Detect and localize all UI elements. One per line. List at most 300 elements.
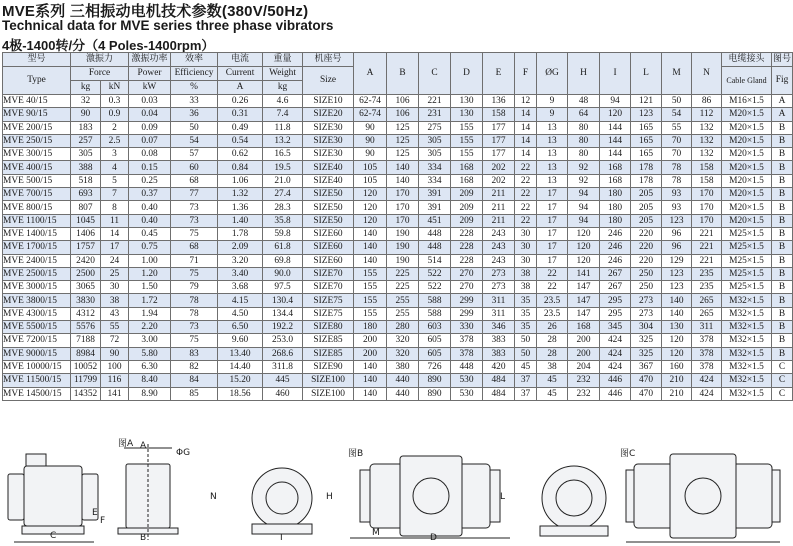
col-dim-i: I (600, 53, 631, 95)
table-cell: 11.8 (263, 121, 303, 134)
unit-force-kg: kg (71, 81, 101, 95)
col-dim-h: H (568, 53, 600, 95)
table-cell: 68 (171, 174, 218, 187)
dim-label-h: H (326, 492, 333, 502)
table-row (3, 148, 793, 161)
fig-a-side-view (8, 454, 98, 542)
table-cell: 0.3 (101, 95, 129, 108)
table-cell: 325 (631, 334, 662, 347)
table-cell: 165 (631, 134, 662, 147)
table-cell: 9 (537, 108, 568, 121)
table-cell: 80 (568, 134, 600, 147)
table-cell: B (772, 281, 793, 294)
table-cell: 265 (692, 294, 722, 307)
table-cell: 61.8 (263, 241, 303, 254)
table-cell: 209 (451, 201, 483, 214)
table-cell: 518 (71, 174, 101, 187)
dim-label-n: N (210, 492, 217, 502)
table-cell: 75 (171, 334, 218, 347)
table-cell: 275 (419, 121, 451, 134)
table-row (3, 334, 793, 347)
table-cell: SIZE10 (303, 95, 354, 108)
table-cell: 204 (568, 360, 600, 373)
table-cell: 378 (692, 334, 722, 347)
table-row (3, 374, 793, 387)
table-cell: 132 (692, 134, 722, 147)
table-cell: M32×1.5 (722, 321, 772, 334)
table-cell: MVE 5500/15 (3, 321, 71, 334)
table-cell: 13 (537, 161, 568, 174)
dim-label-e: E (92, 508, 98, 518)
table-cell: 155 (354, 281, 387, 294)
table-cell: MVE 11500/15 (3, 374, 71, 387)
table-cell: 38 (537, 360, 568, 373)
table-cell: 460 (263, 387, 303, 400)
table-cell: 125 (387, 134, 419, 147)
table-cell: 120 (568, 254, 600, 267)
table-cell: 1.06 (218, 174, 263, 187)
table-cell: 448 (451, 360, 483, 373)
table-row (3, 267, 793, 280)
table-cell: 7.4 (263, 108, 303, 121)
table-cell: 192.2 (263, 321, 303, 334)
table-row (3, 227, 793, 240)
table-cell: M25×1.5 (722, 281, 772, 294)
table-cell: 130 (662, 321, 692, 334)
table-cell: 346 (483, 321, 515, 334)
table-cell: 295 (600, 307, 631, 320)
table-cell: 121 (631, 95, 662, 108)
table-cell: 90 (354, 134, 387, 147)
table-cell: 13.40 (218, 347, 263, 360)
table-cell: C (772, 360, 793, 373)
table-cell: 54 (662, 108, 692, 121)
table-cell: SIZE50 (303, 188, 354, 201)
table-cell: MVE 800/15 (3, 201, 71, 214)
table-cell: 2420 (71, 254, 101, 267)
table-cell: 265 (692, 307, 722, 320)
table-cell: 33 (171, 95, 218, 108)
table-cell: 45 (537, 387, 568, 400)
table-cell: 220 (631, 254, 662, 267)
col-power-cn: 激振功率 (129, 53, 171, 67)
table-cell: 388 (71, 161, 101, 174)
unit-weight: kg (263, 81, 303, 95)
table-cell: 14 (515, 134, 537, 147)
table-cell: 140 (354, 254, 387, 267)
table-cell: 1.32 (218, 188, 263, 201)
table-cell: 1045 (71, 214, 101, 227)
table-cell: 200 (354, 334, 387, 347)
table-cell: B (772, 307, 793, 320)
table-cell: 23.5 (537, 307, 568, 320)
table-cell: 200 (568, 334, 600, 347)
table-cell: 75 (171, 227, 218, 240)
table-cell: 38 (101, 294, 129, 307)
dim-label-phi-g: ΦG (176, 448, 191, 458)
table-cell: 0.9 (101, 108, 129, 121)
table-cell: MVE 1400/15 (3, 227, 71, 240)
table-cell: 0.75 (129, 241, 171, 254)
table-row (3, 214, 793, 227)
table-cell: 255 (387, 307, 419, 320)
table-cell: 14352 (71, 387, 101, 400)
table-cell: 1.72 (129, 294, 171, 307)
table-cell: C (772, 374, 793, 387)
table-cell: 38 (515, 267, 537, 280)
table-cell: 50 (515, 347, 537, 360)
table-cell: 3830 (71, 294, 101, 307)
table-cell: 17 (537, 188, 568, 201)
table-cell: 158 (692, 174, 722, 187)
table-cell: 210 (662, 374, 692, 387)
table-cell: 190 (387, 241, 419, 254)
col-fig-en: Fig (772, 67, 793, 95)
table-cell: MVE 4300/15 (3, 307, 71, 320)
table-cell: 6.30 (129, 360, 171, 373)
table-cell: 10052 (71, 360, 101, 373)
table-cell: 168 (600, 174, 631, 187)
table-cell: 220 (631, 241, 662, 254)
table-cell: MVE 250/15 (3, 134, 71, 147)
table-cell: 132 (692, 148, 722, 161)
table-cell: 60 (171, 161, 218, 174)
dim-label-i: I (280, 533, 283, 543)
col-gland-en: Cable Gland (722, 67, 772, 95)
table-cell: 220 (631, 227, 662, 240)
table-cell: 13 (537, 148, 568, 161)
table-cell: 0.31 (218, 108, 263, 121)
table-cell: 55 (662, 121, 692, 134)
table-cell: 140 (354, 241, 387, 254)
table-cell: 177 (483, 121, 515, 134)
table-cell: SIZE30 (303, 121, 354, 134)
table-cell: M32×1.5 (722, 307, 772, 320)
dim-label-f: F (100, 516, 106, 526)
table-cell: 30 (515, 227, 537, 240)
table-cell: 35 (515, 294, 537, 307)
table-cell: 420 (483, 360, 515, 373)
table-cell: 45 (537, 374, 568, 387)
table-cell: 57 (171, 148, 218, 161)
table-cell: 448 (419, 241, 451, 254)
table-cell: M32×1.5 (722, 294, 772, 307)
col-current-cn: 电流 (218, 53, 263, 67)
table-cell: 246 (600, 241, 631, 254)
table-cell: 1.36 (218, 201, 263, 214)
table-cell: M20×1.5 (722, 148, 772, 161)
dim-label-d: D (430, 533, 437, 543)
fig-a-label: 图A (118, 439, 134, 449)
table-cell: 120 (600, 108, 631, 121)
table-cell: 3 (101, 148, 129, 161)
table-cell: MVE 400/15 (3, 161, 71, 174)
table-cell: 693 (71, 188, 101, 201)
table-cell: B (772, 254, 793, 267)
table-cell: 0.26 (218, 95, 263, 108)
table-cell: 273 (631, 307, 662, 320)
table-cell: 123 (662, 214, 692, 227)
table-cell: 170 (692, 201, 722, 214)
table-cell: 522 (419, 267, 451, 280)
table-cell: 2 (101, 121, 129, 134)
table-cell: 55 (101, 321, 129, 334)
table-cell: 210 (662, 387, 692, 400)
table-cell: 3.20 (218, 254, 263, 267)
table-cell: 183 (71, 121, 101, 134)
table-cell: 6.50 (218, 321, 263, 334)
table-cell: 522 (419, 281, 451, 294)
table-cell: 0.84 (218, 161, 263, 174)
table-cell: 484 (483, 387, 515, 400)
table-cell: 177 (483, 148, 515, 161)
table-cell: 140 (387, 174, 419, 187)
table-cell: SIZE40 (303, 161, 354, 174)
table-row (3, 294, 793, 307)
table-cell: SIZE40 (303, 174, 354, 187)
table-cell: 14 (101, 227, 129, 240)
col-dim-a: A (354, 53, 387, 95)
table-cell: 14 (515, 108, 537, 121)
table-cell: 84 (171, 374, 218, 387)
table-cell: 30 (515, 241, 537, 254)
table-cell: 605 (419, 347, 451, 360)
table-cell: 448 (419, 227, 451, 240)
table-cell: 78 (662, 174, 692, 187)
table-cell: A (772, 95, 793, 108)
table-cell: 2.5 (101, 134, 129, 147)
table-cell: 92 (568, 174, 600, 187)
table-cell: 68 (171, 241, 218, 254)
table-cell: 62-74 (354, 95, 387, 108)
table-cell: 255 (387, 294, 419, 307)
table-cell: 470 (631, 374, 662, 387)
table-cell: 334 (419, 161, 451, 174)
table-cell: MVE 90/15 (3, 108, 71, 121)
table-cell: 200 (568, 347, 600, 360)
table-cell: 22 (515, 188, 537, 201)
table-cell: 170 (692, 188, 722, 201)
table-cell: 446 (600, 374, 631, 387)
table-cell: 64 (568, 108, 600, 121)
table-cell: 168 (451, 161, 483, 174)
table-cell: M32×1.5 (722, 334, 772, 347)
table-cell: 180 (600, 188, 631, 201)
table-row (3, 108, 793, 121)
table-cell: 267 (600, 281, 631, 294)
table-cell: 0.62 (218, 148, 263, 161)
col-fig-cn: 图号 (772, 53, 793, 67)
table-cell: 147 (568, 294, 600, 307)
table-cell: M16×1.5 (722, 95, 772, 108)
table-row (3, 201, 793, 214)
col-power-en: Power (129, 67, 171, 81)
table-cell: MVE 1100/15 (3, 214, 71, 227)
table-cell: 94 (568, 214, 600, 227)
table-cell: 383 (483, 347, 515, 360)
table-cell: 225 (387, 281, 419, 294)
table-cell: 178 (631, 174, 662, 187)
table-cell: 391 (419, 201, 451, 214)
table-cell: SIZE85 (303, 334, 354, 347)
table-cell: 22 (515, 161, 537, 174)
dim-label-b: B (140, 533, 147, 543)
table-cell: 170 (387, 201, 419, 214)
table-cell: SIZE75 (303, 307, 354, 320)
table-cell: 7188 (71, 334, 101, 347)
table-cell: 235 (692, 281, 722, 294)
table-cell: 0.07 (129, 134, 171, 147)
table-cell: 17 (537, 214, 568, 227)
table-cell: 16.5 (263, 148, 303, 161)
table-cell: 1757 (71, 241, 101, 254)
table-cell: 28.3 (263, 201, 303, 214)
table-cell: M25×1.5 (722, 267, 772, 280)
table-cell: SIZE60 (303, 241, 354, 254)
table-cell: 13 (537, 134, 568, 147)
table-cell: B (772, 201, 793, 214)
table-cell: 94 (568, 201, 600, 214)
table-cell: 440 (387, 374, 419, 387)
table-cell: 17 (101, 241, 129, 254)
table-cell: 38 (515, 281, 537, 294)
table-cell: 3.00 (129, 334, 171, 347)
table-cell: 106 (387, 95, 419, 108)
table-cell: M20×1.5 (722, 108, 772, 121)
dim-label-c: C (50, 531, 57, 541)
table-cell: 345 (600, 321, 631, 334)
table-cell: 78 (662, 161, 692, 174)
table-cell: 7 (101, 188, 129, 201)
table-cell: 202 (483, 174, 515, 187)
table-cell: 270 (451, 281, 483, 294)
table-cell: 0.08 (129, 148, 171, 161)
table-cell: 112 (692, 108, 722, 121)
table-cell: SIZE70 (303, 267, 354, 280)
table-cell: 228 (451, 241, 483, 254)
subtitle: 4极-1400转/分（4 Poles-1400rpm） (2, 38, 215, 53)
table-cell: 378 (692, 360, 722, 373)
header-row-cn (3, 53, 793, 67)
col-gland-cn: 电缆接头 (722, 53, 772, 67)
table-cell: 35 (515, 307, 537, 320)
table-cell: 1.94 (129, 307, 171, 320)
col-dim-d: D (451, 53, 483, 95)
table-cell: 446 (600, 387, 631, 400)
table-cell: 21.0 (263, 174, 303, 187)
table-cell: 12 (515, 95, 537, 108)
table-cell: 9 (537, 95, 568, 108)
table-cell: SIZE80 (303, 321, 354, 334)
table-cell: 170 (387, 214, 419, 227)
table-cell: 25 (101, 267, 129, 280)
table-cell: 1.78 (218, 227, 263, 240)
col-type-en: Type (3, 67, 71, 95)
table-cell: 86 (692, 95, 722, 108)
table-cell: 13 (537, 174, 568, 187)
table-cell: M20×1.5 (722, 134, 772, 147)
table-cell: 155 (451, 121, 483, 134)
table-cell: 120 (662, 347, 692, 360)
table-cell: B (772, 214, 793, 227)
table-cell: SIZE30 (303, 148, 354, 161)
table-cell: 451 (419, 214, 451, 227)
table-cell: 484 (483, 374, 515, 387)
table-cell: 2.09 (218, 241, 263, 254)
table-cell: 0.09 (129, 121, 171, 134)
table-cell: 80 (568, 121, 600, 134)
table-cell: M32×1.5 (722, 387, 772, 400)
table-cell: B (772, 174, 793, 187)
table-cell: C (772, 387, 793, 400)
table-cell: 211 (483, 188, 515, 201)
table-cell: 273 (483, 267, 515, 280)
table-cell: B (772, 227, 793, 240)
table-cell: 17 (537, 201, 568, 214)
table-cell: SIZE85 (303, 347, 354, 360)
table-cell: 27.4 (263, 188, 303, 201)
col-force-en: Force (71, 67, 129, 81)
table-cell: MVE 3800/15 (3, 294, 71, 307)
table-cell: 170 (387, 188, 419, 201)
unit-eff: % (171, 81, 218, 95)
table-cell: 243 (483, 227, 515, 240)
table-cell: M20×1.5 (722, 174, 772, 187)
table-cell: 147 (568, 307, 600, 320)
table-cell: 807 (71, 201, 101, 214)
table-cell: 17 (537, 241, 568, 254)
table-cell: 120 (568, 227, 600, 240)
table-cell: 120 (354, 188, 387, 201)
table-cell: 232 (568, 374, 600, 387)
table-cell: 5576 (71, 321, 101, 334)
table-cell: 4312 (71, 307, 101, 320)
table-cell: 311 (483, 307, 515, 320)
table-cell: MVE 9000/15 (3, 347, 71, 360)
fig-a-end-view (252, 468, 312, 534)
table-cell: 320 (387, 347, 419, 360)
table-cell: 305 (419, 134, 451, 147)
table-cell: 134.4 (263, 307, 303, 320)
table-cell: M20×1.5 (722, 121, 772, 134)
table-cell: SIZE60 (303, 254, 354, 267)
table-cell: 235 (692, 267, 722, 280)
table-cell: 141 (568, 267, 600, 280)
col-weight-cn: 重量 (263, 53, 303, 67)
table-row (3, 241, 793, 254)
unit-power: kW (129, 81, 171, 95)
table-cell: 130 (451, 108, 483, 121)
table-cell: SIZE30 (303, 134, 354, 147)
table-cell: 94 (568, 188, 600, 201)
table-cell: B (772, 294, 793, 307)
table-cell: 130 (451, 95, 483, 108)
table-cell: M32×1.5 (722, 360, 772, 373)
table-cell: 96 (662, 241, 692, 254)
table-cell: 79 (171, 281, 218, 294)
table-cell: 378 (451, 347, 483, 360)
table-cell: 144 (600, 148, 631, 161)
table-cell: 299 (451, 294, 483, 307)
table-cell: 140 (354, 374, 387, 387)
fig-b-end-view (540, 466, 608, 536)
table-cell: 205 (631, 201, 662, 214)
table-cell: 221 (692, 241, 722, 254)
table-cell: 221 (692, 227, 722, 240)
table-cell: 190 (387, 254, 419, 267)
table-cell: 14 (515, 121, 537, 134)
table-cell: 116 (101, 374, 129, 387)
